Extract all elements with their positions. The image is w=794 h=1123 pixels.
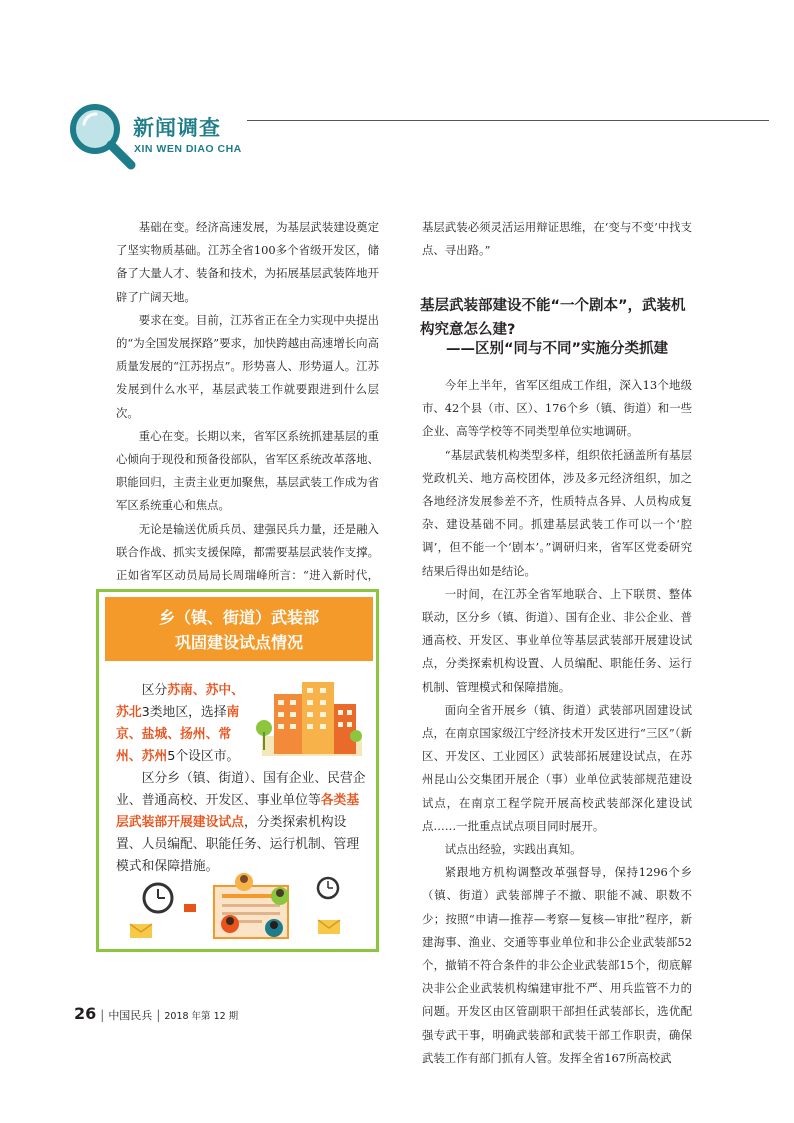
paragraph: 基层武装必须灵活运用辩证思维，在‘变与不变’中找支点、寻出路。” (422, 220, 692, 258)
info-box-paragraph-2 (116, 768, 366, 878)
paragraph: 紧跟地方机构调整改革强督导，保持1296个乡（镇、街道）武装部牌子不撤、职能不减、职数不少；按照“申请—推荐—考察—复核—审批”程序，新建海事、渔业、交通等事业单位和非公企业武装部52个，撤销不符合条件的非公企业武装部15个，彻底解决非公企业武装机构编建审批不严、用兵监管不力的问题。开发区由区管副职干部担任武装部长，选优配强专武干事，明确武装部和武装干部工作职责，确保武装工作有部门抓有人管。发挥全省167所高校武 (422, 865, 692, 1065)
highlight: 南京、盐城、扬州、常州、苏州 (116, 705, 240, 764)
info-box-banner (105, 597, 373, 661)
office-illustration (122, 868, 357, 944)
info-box-title-line1: 乡（镇、街道）武装部 (158, 608, 319, 627)
paragraph: 试点出经验，实践出真知。 (444, 842, 582, 857)
issue-label: 2018 年第 12 期 (164, 1011, 239, 1022)
right-column (422, 374, 692, 1070)
paragraph: 面向全省开展乡（镇、街道）武装部巩固建设试点，在南京国家级江宁经济技术开发区进行“三区”（新区、开发区、工业园区）武装部拓展建设试点，在苏州昆山公交集团开展企（事）业单位武装部规范建设试点，在南京工程学院开展高校武装部深化建设试点……一批重点试点项目同时展开。 (422, 702, 692, 833)
text: 3类地区，选择 (141, 705, 227, 720)
paragraph: 一时间，在江苏全省军地联合、上下联贯、整体联动，区分乡（镇、街道）、国有企业、非公企业、普通高校、开发区、事业单位等基层武装部开展建设试点，分类探索机构设置、人员编配、职能任务、运行机制、管理模式和保障措施。 (422, 586, 692, 694)
text: 5个设区市。 (167, 749, 240, 764)
paragraph: “基层武装机构类型多样，组织依托涵盖所有基层党政机关、地方高校团体，涉及多元经济组织，加之各地经济发展参差不齐，性质特点各异、人员构成复杂、建设基础不同。抓建基层武装工作可以一个‘腔调’，但不能一个‘剧本’。”调研归来，省军区党委研究结果后得出如是结论。 (422, 447, 692, 578)
right-column-continuation (422, 216, 692, 262)
magnifier-icon (66, 100, 138, 172)
highlight: 各类基层武装部开展建设试点 (116, 793, 360, 830)
paragraph: 无论是输送优质兵员、建强民兵力量，还是融入联合作战、抓实支援保障，都需要基层武装作支撑。正如省军区动员局局长周瑞峰所言：“进入新时代， (116, 521, 379, 583)
paragraph: 基础在变。经济高速发展，为基层武装建设奠定了坚实物质基础。江苏全省100多个省级开发区，储备了大量人才、装备和技术，为拓展基层武装阵地开辟了广阔天地。 (116, 220, 379, 304)
info-box-title-line2: 巩固建设试点情况 (174, 633, 303, 652)
paragraph: 要求在变。目前，江苏省正在全力实现中央提出的“为全国发展探路”要求，加快跨越由高速增长向高质量发展的“江苏拐点”。形势喜人、形势逼人。江苏发展到什么水平，基层武装工作就要跟进到什么层次。 (116, 312, 379, 420)
text: 区分乡（镇、街道）、国有企业、民营企业、普通高校、开发区、事业单位等 (116, 771, 366, 808)
header-rule (247, 120, 769, 121)
buildings-illustration (252, 676, 364, 756)
info-box-paragraph-1 (116, 680, 256, 768)
page-number: 26 (74, 1004, 97, 1023)
section-heading: 基层武装部建设不能“一个剧本”，武装机构究意怎么建? (420, 298, 686, 338)
section-subheading: ——区别“同与不同”实施分类抓建 (446, 341, 669, 357)
highlight: 苏南、苏中、苏北 (116, 683, 244, 720)
section-header-title: 新闻调查 (133, 116, 221, 140)
section-header-pinyin: XIN WEN DIAO CHA (134, 143, 242, 155)
page-footer: 26 | 中国民兵 | 2018 年第 12 期 (74, 1004, 239, 1023)
magazine-name: 中国民兵 (108, 1009, 153, 1022)
paragraph: 重心在变。长期以来，省军区系统抓建基层的重心倾向于现役和预备役部队，省军区系统改革落地、职能回归，主责主业更加聚焦，基层武装工作成为省军区系统重心和焦点。 (116, 428, 379, 513)
text: ，分类探索机构设置、人员编配、职能任务、运行机制、管理模式和保障措施。 (116, 815, 360, 874)
paragraph: 今年上半年，省军区组成工作组，深入13个地级市、42个县（市、区）、176个乡（镇、街道）和一些企业、高等学校等不同类型单位实地调研。 (422, 378, 692, 439)
left-column (116, 216, 379, 610)
text: 区分 (141, 683, 168, 698)
